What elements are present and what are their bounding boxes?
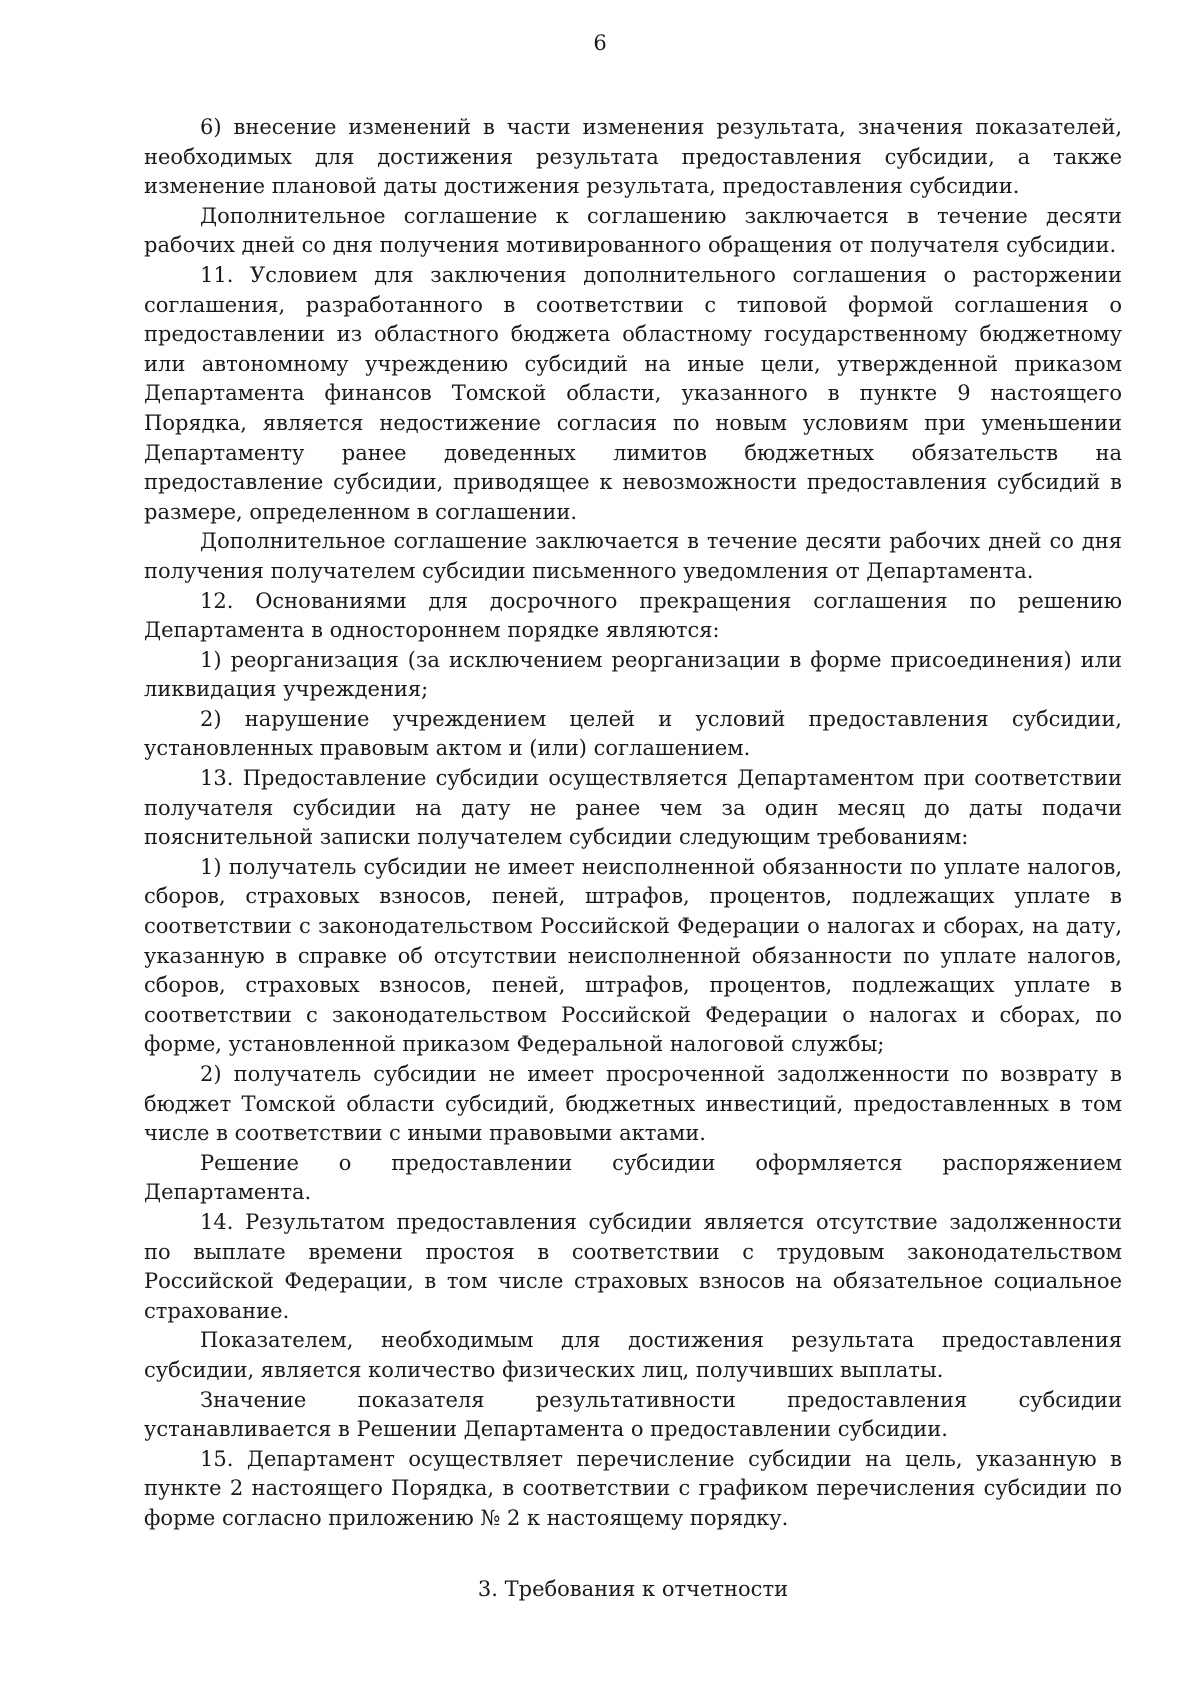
paragraph-12-item-2: 2) нарушение учреждением целей и условий предоставления субсидии, установленных правовым актом и (или) соглашением.	[144, 706, 1122, 761]
page-number: 6	[593, 31, 607, 55]
paragraph-13-item-2: 2) получатель субсидии не имеет просроченной задолженности по возврату в бюджет Томской области субсидий, бюджетных инвестиций, предоставленных в том числе в соответствии с иными правовыми актами.	[144, 1062, 1122, 1146]
paragraph-additional-agreement-term: Дополнительное соглашение к соглашению заключается в течение десяти рабочих дней со дня получения мотивированного обращения от получателя субсидии.	[144, 203, 1122, 258]
paragraph-14-result: 14. Результатом предоставления субсидии является отсутствие задолженности по выплате времени простоя в соответствии с трудовым законодательством Российской Федерации, в том числе страховых взносов на обязательное социальное страхование.	[144, 1209, 1122, 1323]
paragraph-6-amendments: 6) внесение изменений в части изменения результата, значения показателей, необходимых для достижения результата предоставления субсидии, а также изменение плановой даты достижения результата, предоставления субсидии.	[144, 115, 1122, 199]
paragraph-11-termination-condition: 11. Условием для заключения дополнительного соглашения о расторжении соглашения, разработанного в соответствии с типовой формой соглашения о предоставлении из областного бюджета областному государственному бюджетному или автономному учреждению субсидий на иные цели, утвержденной приказом Департамента финансов Томской области, указанного в пункте 9 настоящего Порядка, является недостижение согласия по новым условиям при уменьшении Департаменту ранее доведенных лимитов бюджетных обязательств на предоставление субсидии, приводящее к невозможности предоставления субсидий в размере, определенном в соглашении.	[144, 262, 1122, 524]
document-body	[144, 113, 1122, 1604]
paragraph-indicator-value: Значение показателя результативности предоставления субсидии устанавливается в Решении Департамента о предоставлении субсидии.	[144, 1387, 1122, 1442]
section-heading: 3. Требования к отчетности	[477, 1576, 789, 1601]
paragraph-15-transfer: 15. Департамент осуществляет перечисление субсидии на цель, указанную в пункте 2 настоящего Порядка, в соответствии с графиком перечисления субсидии по форме согласно приложению № 2 к настоящему порядку.	[144, 1446, 1122, 1530]
paragraph-12-early-termination: 12. Основаниями для досрочного прекращения соглашения по решению Департамента в одностороннем порядке являются:	[144, 588, 1122, 643]
paragraph-additional-agreement-notice: Дополнительное соглашение заключается в течение десяти рабочих дней со дня получения получателем субсидии письменного уведомления от Департамента.	[144, 529, 1122, 583]
paragraph-indicator: Показателем, необходимым для достижения результата предоставления субсидии, является количество физических лиц, получивших выплаты.	[144, 1328, 1122, 1382]
paragraph-12-item-1: 1) реорганизация (за исключением реорганизации в форме присоединения) или ликвидация учреждения;	[144, 647, 1122, 702]
paragraph-decision: Решение о предоставлении субсидии оформляется распоряжением Департамента.	[144, 1150, 1122, 1205]
paragraph-13-requirements: 13. Предоставление субсидии осуществляется Департаментом при соответствии получателя субсидии на дату не ранее чем за один месяц до даты подачи пояснительной записки получателем субсидии следующим требованиям:	[144, 766, 1122, 850]
paragraph-13-item-1: 1) получатель субсидии не имеет неисполненной обязанности по уплате налогов, сборов, страховых взносов, пеней, штрафов, процентов, подлежащих уплате в соответствии с законодательством Российской Федерации о налогах и сборах, на дату, указанную в справке об отсутствии неисполненной обязанности по уплате налогов, сборов, страховых взносов, пеней, штрафов, процентов, подлежащих уплате в соответствии с законодательством Российской Федерации о налогах и сборах, по форме, установленной приказом Федеральной налоговой службы;	[144, 854, 1122, 1057]
